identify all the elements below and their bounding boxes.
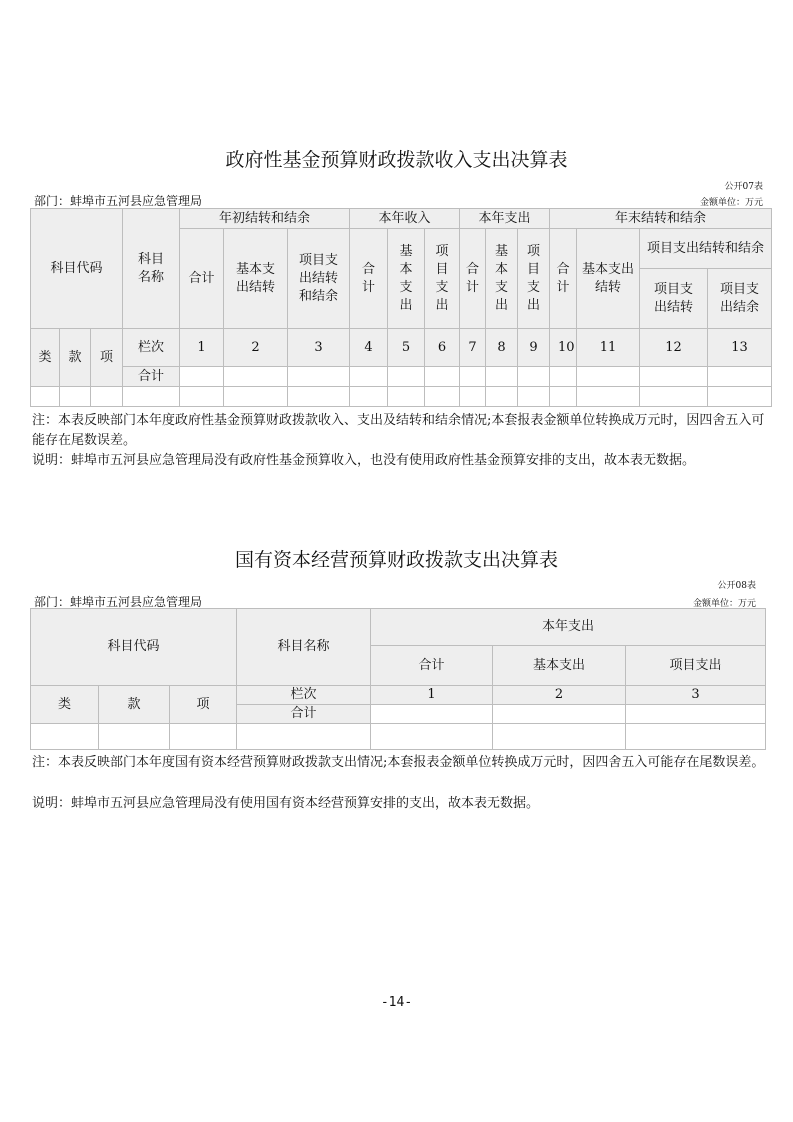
t2-section-header: 款 (99, 686, 170, 724)
t2-category-header: 类 (31, 686, 99, 724)
t2-item-header: 项 (170, 686, 237, 724)
t1-col-num: 8 (486, 329, 518, 367)
t1-empty-cell (640, 387, 708, 407)
t1-item-header: 项 (91, 329, 123, 387)
t1-col-num: 6 (425, 329, 460, 367)
t1-total-cell (577, 367, 640, 387)
table2-form-code: 公开08表 (717, 581, 756, 591)
table2-explanation: 说明：蚌埠市五河县应急管理局没有使用国有资本经营预算安排的支出，故本表无数据。 (32, 796, 540, 811)
t1-empty-cell (425, 387, 460, 407)
t2-total-cell (371, 705, 493, 724)
table1-note: 注：本表反映部门本年度政府性基金预算财政拨款收入、支出及结转和结余情况;本套报表金额单位转换成万元时，因四舍五入可能存在尾数误差。 (32, 413, 765, 448)
t2-project-header: 项目支出 (626, 646, 766, 686)
table1-form-code: 公开07表 (724, 182, 763, 192)
table2-department: 部门：蚌埠市五河县应急管理局 (34, 595, 203, 609)
t1-col-num: 3 (288, 329, 350, 367)
t1-empty-cell (288, 387, 350, 407)
t1-empty-cell (224, 387, 288, 407)
t1-category-header: 类 (31, 329, 60, 387)
t1-col-num: 4 (350, 329, 388, 367)
table2-unit: 金额单位：万元 (692, 599, 756, 609)
t2-subject-code-header: 科目代码 (31, 609, 237, 686)
t1-total-cell (708, 367, 772, 387)
table1-department: 部门：蚌埠市五河县应急管理局 (34, 194, 203, 208)
t1-col-num: 9 (518, 329, 550, 367)
t1-empty-cell (460, 387, 486, 407)
t2-basic-header: 基本支出 (493, 646, 626, 686)
t1-col-num: 2 (224, 329, 288, 367)
page-number: -14- (380, 995, 413, 1010)
t1-total-cell (224, 367, 288, 387)
t1-col-num: 12 (640, 329, 708, 367)
t2-empty-cell (371, 724, 493, 750)
t2-empty-cell (493, 724, 626, 750)
table1-explanation: 说明：蚌埠市五河县应急管理局没有政府性基金预算收入，也没有使用政府性基金预算安排的支出，故本表无数据。 (32, 453, 696, 468)
t1-end-project-balance-header: 项目支出结余 (708, 269, 772, 329)
t1-end-project-carry-header: 项目支出结转 (640, 269, 708, 329)
t2-row-col-label: 栏次 (237, 686, 371, 705)
t1-income-basic-header: 基本支出 (388, 229, 425, 329)
t1-end-total-header: 合计 (550, 229, 577, 329)
t1-empty-cell (486, 387, 518, 407)
t2-row-total-label: 合计 (237, 705, 371, 724)
t2-empty-cell (237, 724, 371, 750)
t2-empty-cell (99, 724, 170, 750)
t1-total-cell (180, 367, 224, 387)
t1-col-num: 5 (388, 329, 425, 367)
t1-begin-total-header: 合计 (180, 229, 224, 329)
t2-expense-group-header: 本年支出 (371, 609, 766, 646)
t2-total-header: 合计 (371, 646, 493, 686)
t1-col-num: 13 (708, 329, 772, 367)
t1-income-total-header: 合计 (350, 229, 388, 329)
t2-col-num: 3 (626, 686, 766, 705)
table2-note: 注：本表反映部门本年度国有资本经营预算财政拨款支出情况;本套报表金额单位转换成万元时，因四舍五入可能存在尾数误差。 (32, 755, 765, 770)
t1-total-cell (350, 367, 388, 387)
table1 (30, 208, 772, 407)
t1-expense-basic-header: 基本支出 (486, 229, 518, 329)
t1-col-num: 10 (550, 329, 577, 367)
t1-col-num: 7 (460, 329, 486, 367)
t1-total-cell (288, 367, 350, 387)
t1-expense-project-header: 项目支出 (518, 229, 550, 329)
t1-income-project-header: 项目支出 (425, 229, 460, 329)
t1-subject-name-header: 科目名称 (123, 209, 180, 329)
t1-row-total-label: 合计 (123, 367, 180, 387)
t1-expense-total-header: 合计 (460, 229, 486, 329)
t1-begin-group-header: 年初结转和结余 (180, 209, 350, 229)
t1-row-col-label: 栏次 (123, 329, 180, 367)
t2-total-cell (626, 705, 766, 724)
t1-empty-cell (180, 387, 224, 407)
t1-empty-cell (123, 387, 180, 407)
t2-empty-cell (170, 724, 237, 750)
t1-empty-cell (31, 387, 60, 407)
t2-empty-cell (626, 724, 766, 750)
t1-empty-cell (518, 387, 550, 407)
table1-unit: 金额单位：万元 (699, 198, 763, 208)
t1-empty-cell (388, 387, 425, 407)
t1-col-num: 11 (577, 329, 640, 367)
t1-total-cell (388, 367, 425, 387)
t1-subject-code-header: 科目代码 (31, 209, 123, 329)
t1-begin-basic-carry-header: 基本支出结转 (224, 229, 288, 329)
t1-col-num: 1 (180, 329, 224, 367)
t2-col-num: 2 (493, 686, 626, 705)
t1-end-group-header: 年末结转和结余 (550, 209, 772, 229)
t1-total-cell (640, 367, 708, 387)
t1-total-cell (550, 367, 577, 387)
t1-income-group-header: 本年收入 (350, 209, 460, 229)
t1-total-cell (425, 367, 460, 387)
t1-empty-cell (550, 387, 577, 407)
t1-total-cell (460, 367, 486, 387)
t2-subject-name-header: 科目名称 (237, 609, 371, 686)
table2 (30, 608, 766, 750)
t1-begin-project-header: 项目支出结转和结余 (288, 229, 350, 329)
t1-empty-cell (350, 387, 388, 407)
t1-empty-cell (708, 387, 772, 407)
t2-empty-cell (31, 724, 99, 750)
t1-expense-group-header: 本年支出 (460, 209, 550, 229)
t1-total-cell (518, 367, 550, 387)
t1-empty-cell (60, 387, 91, 407)
t1-end-basic-carry-header: 基本支出结转 (577, 229, 640, 329)
table2-title: 国有资本经营预算财政拨款支出决算表 (234, 549, 558, 571)
t1-total-cell (486, 367, 518, 387)
t1-end-project-group-header: 项目支出结转和结余 (640, 229, 772, 269)
t1-section-header: 款 (60, 329, 91, 387)
t2-col-num: 1 (371, 686, 493, 705)
t1-empty-cell (91, 387, 123, 407)
t2-total-cell (493, 705, 626, 724)
t1-empty-cell (577, 387, 640, 407)
table1-title: 政府性基金预算财政拨款收入支出决算表 (225, 149, 568, 171)
